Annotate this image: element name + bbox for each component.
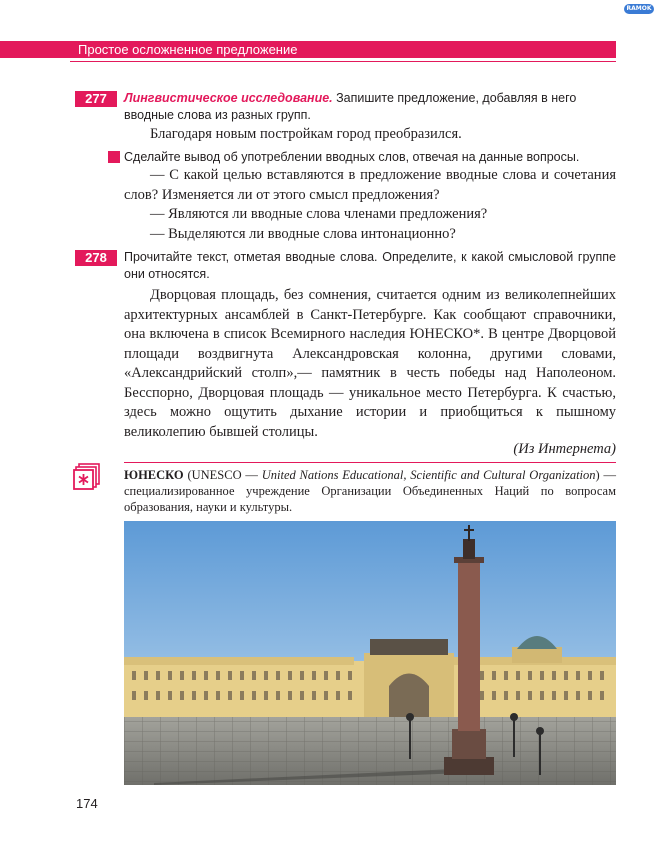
task-277-question-2: — Являются ли вводные слова членами предложения?	[150, 206, 488, 222]
task-277-sentence: Благодаря новым постройкам город преобразился.	[150, 126, 462, 142]
bookmark-note-icon	[73, 463, 101, 491]
task-277-followup: Сделайте вывод об употреблении вводных слов, отвечая на данные вопросы.	[124, 150, 580, 164]
note-divider	[124, 462, 616, 463]
publisher-logo: RAMOK	[624, 4, 654, 14]
chapter-title: Простое осложненное предложение	[78, 42, 298, 57]
task-278-text: Дворцовая площадь, без сомнения, считается одним из великолепнейших архитектурных ансамблей в Санкт-Петербурге. Как сообщают справочники, она включена в список Всемирного наследия ЮНЕСКО*. В центре Дворцовой площади воздвигнута Александровская колонна, другими словами, «Александрийский столп»,— памятник в честь победы над Наполеоном. Бесспорно, Дворцовая площадь — уникальное место Петербурга. К счастью, здесь можно ощутить дыхание истории и приобщиться к пышному великолепию бывшей столицы.	[124, 287, 616, 440]
palace-square-photo	[124, 521, 616, 785]
page-number: 174	[76, 796, 98, 811]
unesco-footnote	[124, 467, 616, 515]
task-278-instruction: Прочитайте текст, отметая вводные слова. Определите, к какой смысловой группе они относятся.	[124, 250, 616, 281]
footnote-term: ЮНЕСКО	[124, 468, 184, 482]
footnote-definition: ) — специализированное учреждение Организации Объединенных Наций по вопросам образования, науки и культуры.	[124, 468, 616, 514]
task-277-question-1: — С какой целью вставляются в предложение вводные слова и сочетания слов? Изменяется ли от этого смысл предложения?	[124, 167, 616, 203]
task-278-number: 278	[75, 250, 117, 266]
task-278-source: (Из Интернета)	[513, 441, 616, 457]
header-divider	[70, 61, 616, 62]
footnote-expansion: United Nations Educational, Scientific and Cultural Organization	[261, 468, 596, 482]
task-277-text: Запишите предложение, добавляя в него вводные слова из разных групп.	[124, 91, 577, 122]
task-277-instruction	[124, 90, 616, 124]
task-277-number: 277	[75, 91, 117, 107]
task-marker-square	[108, 151, 120, 163]
footnote-abbr: (UNESCO —	[183, 468, 262, 482]
task-277-title: Лингвистическое исследование.	[124, 91, 333, 105]
task-277-question-3: — Выделяются ли вводные слова интонационно?	[150, 226, 456, 242]
